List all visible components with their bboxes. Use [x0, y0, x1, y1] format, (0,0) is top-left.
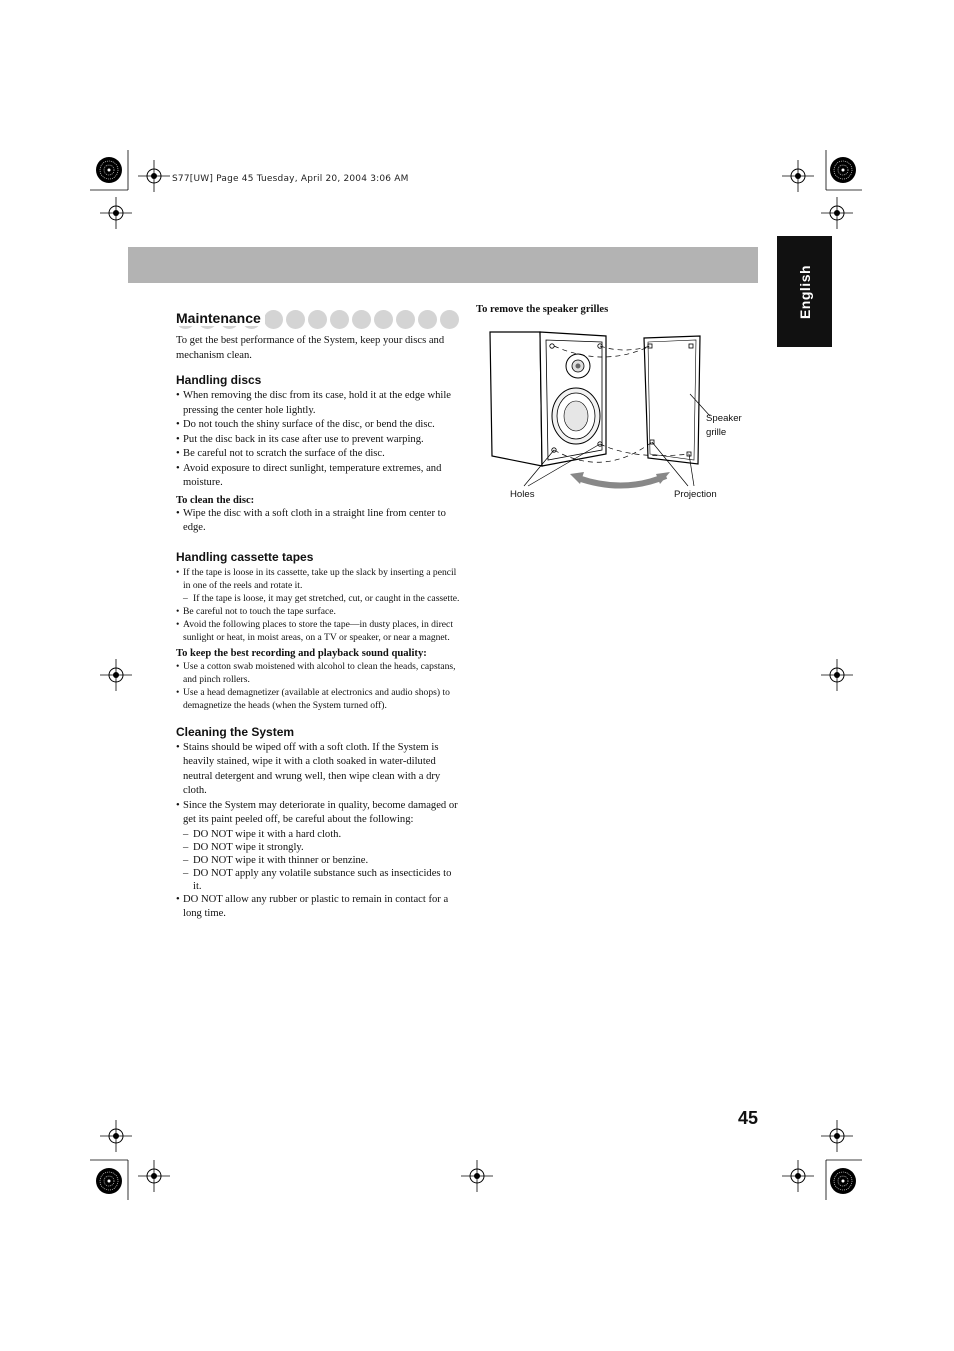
list-item: • Be careful not to scratch the surface of the disc. — [176, 447, 460, 462]
maintenance-section — [176, 308, 460, 922]
clean-disc-heading: To clean the disc: — [176, 494, 255, 506]
handling-discs-heading: Handling discs — [176, 373, 262, 387]
intro-text: To get the best performance of the System, keep your discs and mechanism clean. — [176, 335, 445, 361]
label-projection: Projection — [674, 489, 717, 500]
list-item: • Avoid exposure to direct sunlight, temperature extremes, and moisture. — [176, 462, 460, 491]
page-number: 45 — [738, 1108, 759, 1128]
section-title — [176, 308, 460, 330]
curved-arrow-icon — [578, 476, 666, 486]
handling-tapes-heading: Handling cassette tapes — [176, 549, 314, 564]
clean-disc-list — [176, 507, 460, 536]
list-item: • Avoid the following places to store the tape—in dusty places, in direct sunlight or heat, in moist areas, on a TV or speaker, or near a magnet. — [176, 618, 460, 644]
list-item: • Do not touch the shiny surface of the disc, or bend the disc. — [176, 418, 460, 433]
maintenance-title: Maintenance — [176, 310, 265, 326]
list-item: • Put the disc back in its case after use to prevent warping. — [176, 433, 460, 448]
handling-discs-list — [176, 389, 460, 491]
speaker-grilles-title: To remove the speaker grilles — [476, 304, 609, 315]
list-item: • Wipe the disc with a soft cloth in a straight line from center to edge. — [176, 507, 460, 536]
header-band — [128, 247, 758, 283]
print-file-info: S77[UW] Page 45 Tuesday, April 20, 2004 3:06 AM — [172, 174, 409, 184]
cleaning-system-list — [176, 741, 460, 922]
list-item: • Use a head demagnetizer (available at electronics and audio shops) to demagnetize the heads (when the System turned off). — [176, 686, 460, 712]
sub-item: – DO NOT wipe it with a hard cloth. — [176, 828, 460, 841]
list-item: • Since the System may deteriorate in quality, become damaged or get its paint peeled off, be careful about the following: — [176, 799, 460, 828]
sound-quality-heading: To keep the best recording and playback sound quality: — [176, 647, 427, 659]
label-speaker-grille: Speaker grille — [706, 413, 742, 438]
sub-item: – If the tape is loose, it may get stretched, cut, or caught in the cassette. — [176, 592, 460, 605]
list-item: • If the tape is loose in its cassette, take up the slack by inserting a pencil in one of the reels and rotate it. — [176, 566, 460, 592]
list-item: • Stains should be wiped off with a soft cloth. If the System is heavily stained, wipe it with a cloth soaked in water-diluted neutral detergent and wrung well, then wipe clean with a dry cloth. — [176, 741, 460, 799]
sub-item: – DO NOT wipe it strongly. — [176, 841, 460, 854]
cleaning-system-heading: Cleaning the System — [176, 724, 295, 739]
label-holes: Holes — [510, 489, 535, 500]
list-item: • DO NOT allow any rubber or plastic to remain in contact for a long time. — [176, 893, 460, 922]
list-item: • When removing the disc from its case, hold it at the edge while pressing the center hole lightly. — [176, 389, 460, 418]
sub-item: – DO NOT apply any volatile substance such as insecticides to it. — [176, 867, 460, 893]
handling-tapes-list — [176, 566, 460, 644]
sound-quality-list — [176, 660, 460, 712]
sub-item: – DO NOT wipe it with thinner or benzine. — [176, 854, 460, 867]
language-tab-label: English — [796, 264, 813, 319]
list-item: • Use a cotton swab moistened with alcohol to clean the heads, capstans, and pinch rollers. — [176, 660, 460, 686]
language-tab — [777, 236, 832, 347]
list-item: • Be careful not to touch the tape surface. — [176, 605, 460, 618]
